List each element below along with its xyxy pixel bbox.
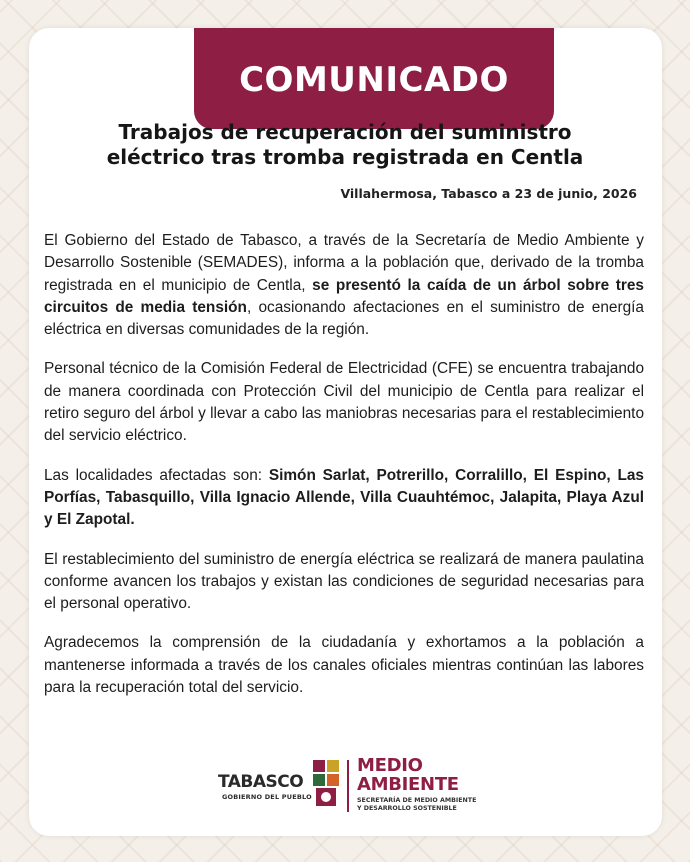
- footer-logos: [218, 752, 508, 814]
- tabasco-logo-text: TABASCO: [218, 772, 304, 792]
- dateline: Villahermosa, Tabasco a 23 de junio, 2026: [340, 186, 637, 201]
- tabasco-logo-subtitle: GOBIERNO DEL PUEBLO: [222, 793, 312, 801]
- localities-list: Simón Sarlat, Potrerillo, Corralillo, El Espino, Las Porfías, Tabasquillo, Villa Ignacio Allende, Villa Cuauhtémoc, Jalapita, Playa Azul y El Zapotal.: [44, 466, 644, 529]
- medio-ambiente-subtitle-2: Y DESARROLLO SOSTENIBLE: [357, 805, 457, 812]
- paragraph-5: Agradecemos la comprensión de la ciudadanía y exhortamos a la población a mantenerse informada a través de los canales oficiales mientras continúan las labores para la recuperación total del servicio.: [44, 634, 644, 697]
- paragraph-1: [44, 230, 644, 341]
- paragraph-1-text-c: , ocasionando afectaciones en el suministro de energía eléctrica en diversas comunidades de la región.: [44, 298, 644, 339]
- paragraph-1-text-a: El Gobierno del Estado de Tabasco, a través de la Secretaría de Medio Ambiente y Desarrollo Sostenible (SEMADES), informa a la población que, derivado de la tromba registrada en el municipio de Centla,: [44, 232, 644, 294]
- medio-ambiente-logo-line2: AMBIENTE: [357, 774, 459, 795]
- logo-divider: [347, 760, 349, 812]
- page-title: [60, 120, 630, 170]
- paragraph-3-text-a: Las localidades afectadas son:: [44, 466, 269, 484]
- comunicado-banner: [194, 28, 554, 129]
- release-body: [44, 230, 644, 716]
- title-line-2: eléctrico tras tromba registrada en Centla: [106, 145, 584, 169]
- medio-ambiente-logo-line1: MEDIO: [357, 755, 423, 776]
- banner-label: COMUNICADO: [239, 59, 509, 100]
- medio-ambiente-subtitle-1: SECRETARÍA DE MEDIO AMBIENTE: [357, 797, 477, 804]
- paragraph-3: [44, 465, 644, 532]
- paragraph-2: Personal técnico de la Comisión Federal de Electricidad (CFE) se encuentra trabajando de manera coordinada con Protección Civil del municipio de Centla para realizar el retiro seguro del árbol y llevar a cabo las maniobras necesarias para el restablecimiento del servicio eléctrico.: [44, 360, 644, 445]
- paragraph-1-emphasis: se presentó la caída de un árbol sobre tres circuitos de media tensión: [44, 276, 644, 316]
- tabasco-emblem-icon: [312, 758, 342, 808]
- paragraph-4: El restablecimiento del suministro de energía eléctrica se realizará de manera paulatina conforme avancen los trabajos y existan las condiciones de seguridad necesarias para el personal operativo.: [44, 550, 644, 613]
- title-line-1: Trabajos de recuperación del suministro: [118, 120, 572, 144]
